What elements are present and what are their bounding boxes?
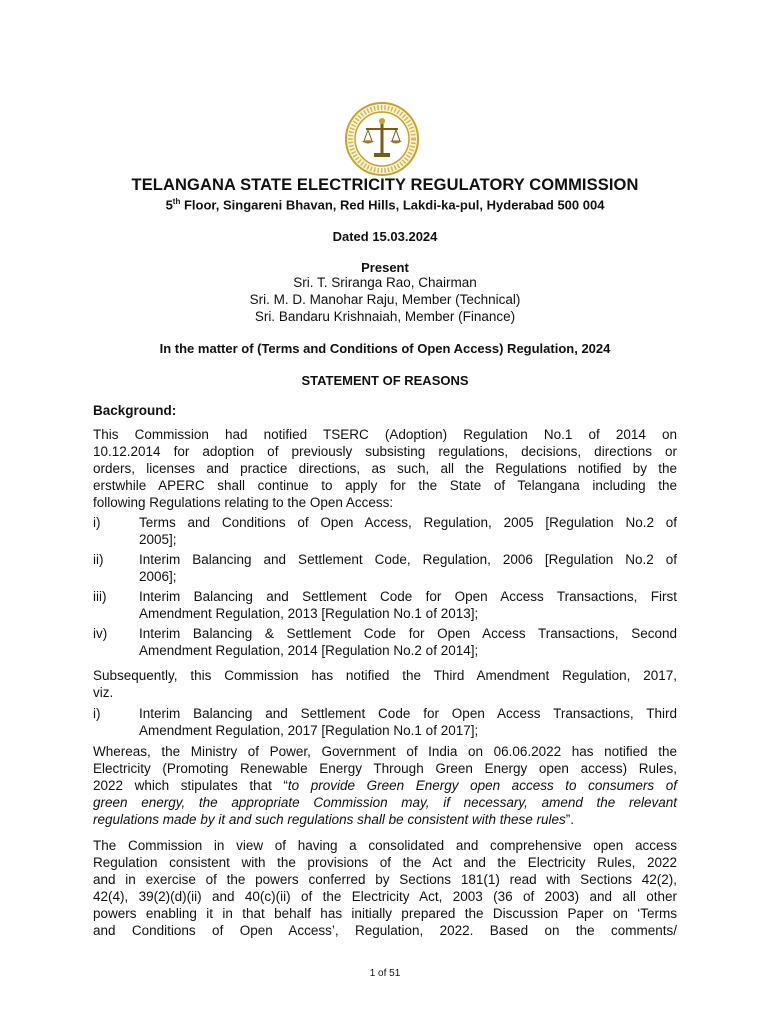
commission-address: 5th Floor, Singareni Bhavan, Red Hills, Lakdi-ka-pul, Hyderabad 500 004 bbox=[165, 197, 605, 213]
paragraph-third-amendment: Subsequently, this Commission has notified the Third Amendment Regulation, 2017, viz. bbox=[93, 668, 677, 700]
commission-seal-icon bbox=[344, 101, 420, 177]
dated-line: Dated 15.03.2024 bbox=[332, 229, 438, 244]
paragraph-adoption: This Commission had notified TSERC (Adoption) Regulation No.1 of 2014 on 10.12.2014 for adoption of previously subsisting regulations, decisions, directions or orders, licenses and practice directions, as such, all the Regulations notified by the erstwhile APERC shall continue to apply for the State of Telangana including the following Regulations relating to the Open Access: bbox=[93, 427, 677, 510]
list-item: iv) Interim Balancing & Settlement Code for Open Access Transactions, Second Amendment Regulation, 2014 [Regulation No.2 of 2014]; bbox=[93, 626, 677, 658]
page-number: 1 of 51 bbox=[369, 968, 401, 979]
member-chairman: Sri. T. Sriranga Rao, Chairman bbox=[293, 275, 477, 290]
present-heading: Present bbox=[361, 260, 409, 275]
member-technical: Sri. M. D. Manohar Raju, Member (Technical) bbox=[249, 292, 521, 307]
commission-title: TELANGANA STATE ELECTRICITY REGULATORY COMMISSION bbox=[131, 176, 639, 194]
background-heading: Background: bbox=[93, 403, 177, 418]
list-item: i) Terms and Conditions of Open Access, Regulation, 2005 [Regulation No.2 of 2005]; bbox=[93, 515, 677, 547]
paragraph-green-energy-rules: Whereas, the Ministry of Power, Government of India on 06.06.2022 has notified the Electricity (Promoting Renewable Energy Through Green Energy open access) Rules, 2022 which stipulates that “to provide Green Energy open access to consumers of green energy, the appropriate Commission may, if necessary, amend the relevant regulations made by it and such regulations shall be consistent with these rules”. bbox=[93, 744, 677, 827]
paragraph-discussion-paper: The Commission in view of having a consolidated and comprehensive open access Regulation consistent with the provisions of the Act and the Electricity Rules, 2022 and in exercise of the powers conferred by Sections 181(1) read with Sections 42(2), 42(4), 39(2)(d)(ii) and 40(c)(ii) of the Electricity Act, 2003 (36 of 2003) and all other powers enabling it in that behalf has initially prepared the Discussion Paper on ‘Terms and Conditions of Open Access’, Regulation, 2022. Based on the comments/ bbox=[93, 838, 677, 938]
list-item: iii) Interim Balancing and Settlement Code for Open Access Transactions, First Amendment Regulation, 2013 [Regulation No.1 of 2013]; bbox=[93, 589, 677, 621]
matter-line: In the matter of (Terms and Conditions of Open Access) Regulation, 2024 bbox=[159, 341, 611, 356]
member-finance: Sri. Bandaru Krishnaiah, Member (Finance) bbox=[254, 309, 516, 324]
list-item: i) Interim Balancing and Settlement Code for Open Access Transactions, Third Amendment Regulation, 2017 [Regulation No.1 of 2017]; bbox=[93, 706, 677, 738]
list-item: ii) Interim Balancing and Settlement Code, Regulation, 2006 [Regulation No.2 of 2006]; bbox=[93, 552, 677, 584]
statement-heading: STATEMENT OF REASONS bbox=[301, 373, 469, 388]
